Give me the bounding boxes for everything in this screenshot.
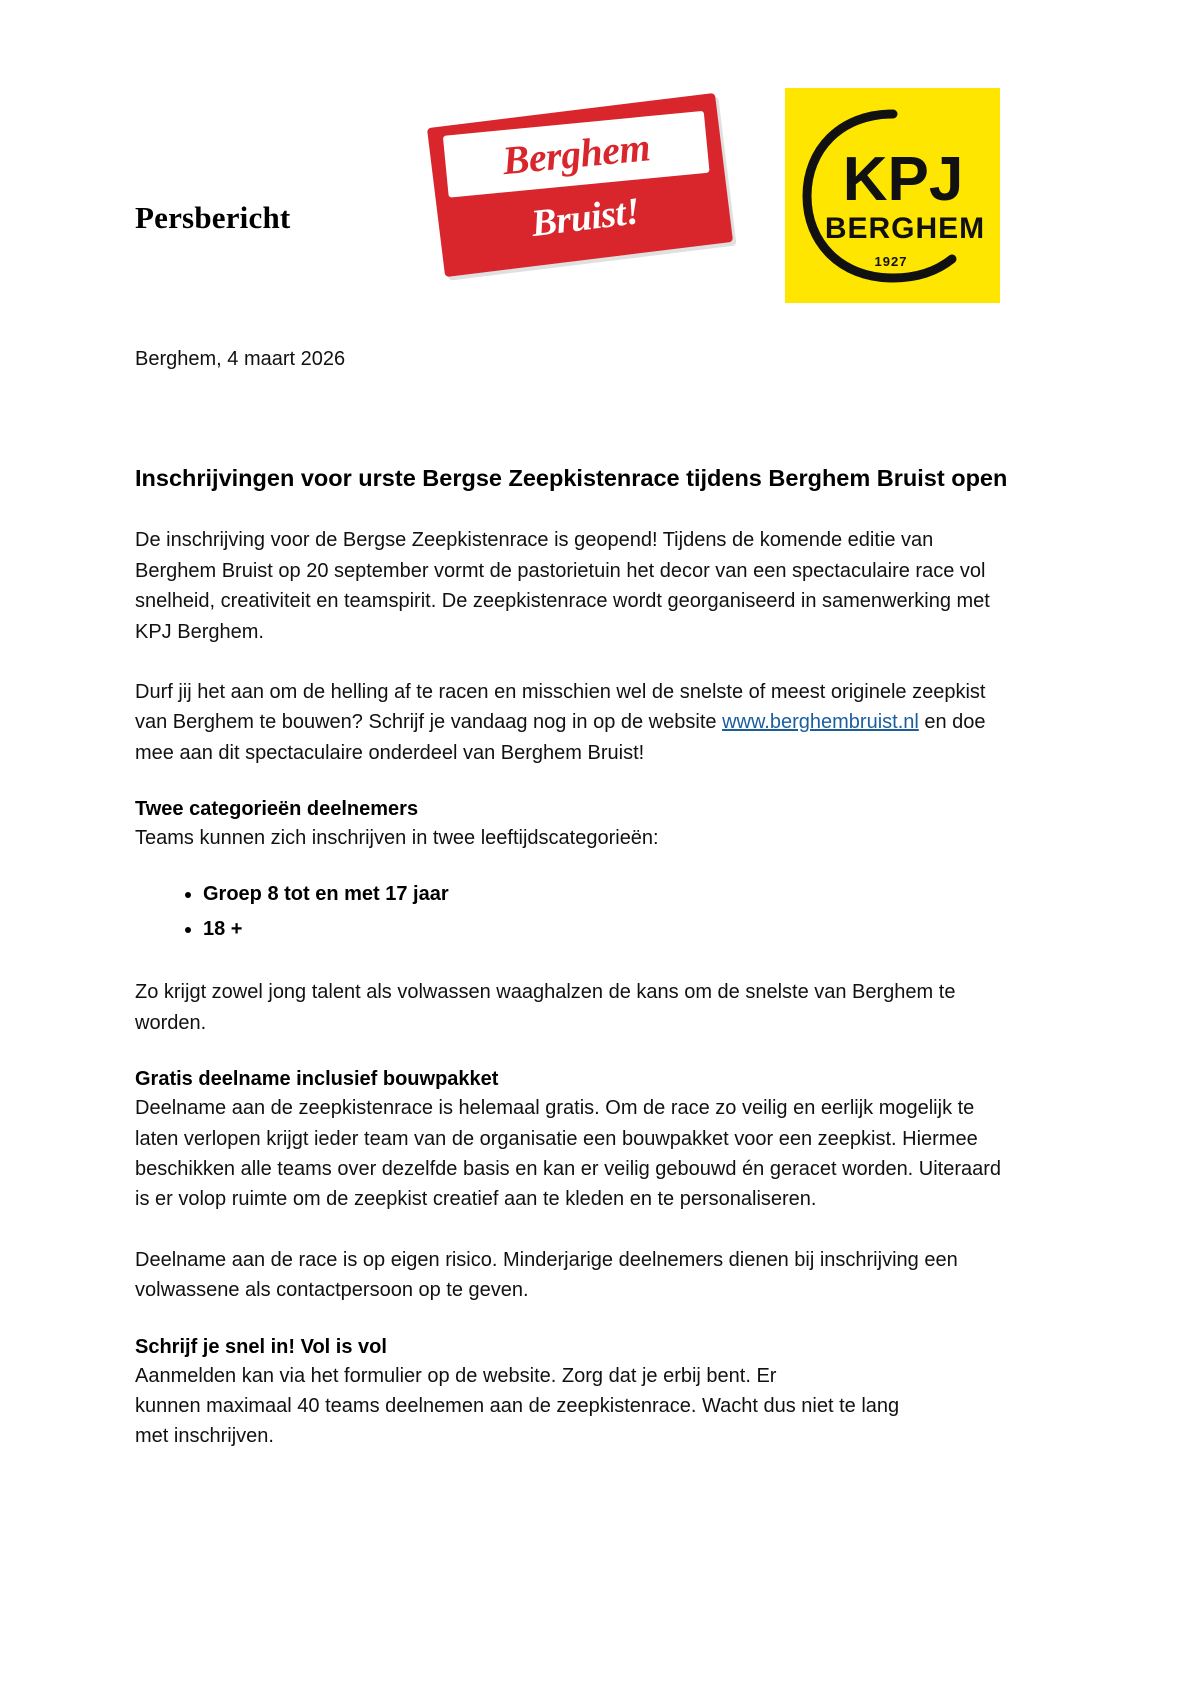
subheading-categories: Twee categorieën deelnemers <box>135 798 419 821</box>
paragraph-signup <box>135 1361 1015 1452</box>
subheading-signup: Schrijf je snel in! Vol is vol <box>135 1335 387 1358</box>
invite-text-after-link: en doe mee aan dit spectaculaire onderdeel van Berghem Bruist! <box>135 711 986 764</box>
categories-list <box>135 877 1055 947</box>
signup-line-3: met inschrijven. <box>135 1425 274 1448</box>
dateline: Berghem, 4 maart 2026 <box>135 348 346 370</box>
svg-text:BERGHEM: BERGHEM <box>824 212 986 245</box>
page-title: Persbericht <box>135 200 291 235</box>
subheading-free-entry: Gratis deelname inclusief bouwpakket <box>135 1068 499 1091</box>
paragraph-categories-outro: Zo krijgt zowel jong talent als volwassen waaghalzen de kans om de snelste van Berghem te worden. <box>135 981 956 1034</box>
list-item: • 18 + <box>203 912 1055 947</box>
website-link[interactable]: www.berghembruist.nl <box>722 711 919 734</box>
berghem-bruist-logo-line1: Berghem <box>500 124 652 184</box>
invite-text-before-link: Durf jij het aan om de helling af te racen en misschien wel de snelste of meest originele zeepkist van Berghem te bouwen? Schrijf je vandaag nog in op de website <box>135 680 986 734</box>
paragraph-intro: De inschrijving voor de Bergse Zeepkistenrace is geopend! Tijdens de komende editie van Berghem Bruist op 20 september vormt de pastorietuin het decor van een spectaculaire race vol snelheid, creativiteit en teamspirit. De zeepkistenrace wordt georganiseerd in samenwerking met KPJ Berghem. <box>135 529 990 643</box>
berghem-bruist-logo <box>435 100 735 270</box>
svg-text:1927: 1927 <box>874 254 908 269</box>
document-header <box>135 0 1055 300</box>
signup-line-1: Aanmelden kan via het formulier op de website. Zorg dat je erbij bent. Er <box>135 1364 777 1387</box>
berghem-bruist-logo-line2: Bruist! <box>529 190 642 246</box>
signup-line-2: kunnen maximaal 40 teams deelnemen aan de zeepkistenrace. Wacht dus niet te lang <box>135 1395 900 1417</box>
paragraph-invite <box>135 677 1015 768</box>
paragraph-free-entry: Deelname aan de zeepkistenrace is helemaal gratis. Om de race zo veilig en eerlijk mogelijk te laten verlopen krijgt ieder team van de organisatie een bouwpakket voor een zeepkist. Hiermee beschikken alle teams over dezelfde basis en kan er veilig gebouwd én geracet worden. Uiteraard is er volop ruimte om de zeepkist creatief aan te kleden en te personaliseren. <box>135 1097 1002 1211</box>
paragraph-categories-intro: Teams kunnen zich inschrijven in twee leeftijdscategorieën: <box>135 827 659 850</box>
paragraph-risk: Deelname aan de race is op eigen risico. Minderjarige deelnemers dienen bij inschrijving een volwassene als contactpersoon op te geven. <box>135 1248 958 1302</box>
list-item: • Groep 8 tot en met 17 jaar <box>203 877 1055 912</box>
kpj-berghem-logo <box>785 88 1000 303</box>
svg-text:KPJ: KPJ <box>842 145 964 214</box>
headline: Inschrijvingen voor urste Bergse Zeepkistenrace tijdens Berghem Bruist open <box>135 465 1008 491</box>
